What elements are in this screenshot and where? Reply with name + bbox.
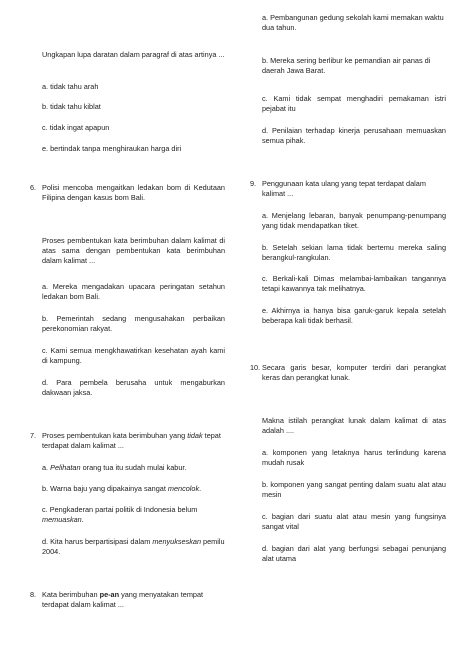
intro-option-e: e. bertindak tanpa menghiraukan harga diri [42, 144, 182, 153]
question-6-number: 6. [30, 183, 37, 192]
question-9-option-b: b. Setelah sekian lama tidak bertemu mereka saling berangkul-rangkulan. [262, 243, 446, 263]
question-10-number: 10. [250, 363, 261, 372]
question-10-text: Secara garis besar, komputer terdiri dari perangkat keras dan perangkat lunak. [262, 363, 446, 383]
question-9-option-c: c. Berkali-kali Dimas melambai-lambaikan tangannya tetapi kawannya tak melihatnya. [262, 274, 446, 294]
question-10-option-b: b. komponen yang sangat penting dalam suatu alat atau mesin [262, 480, 446, 500]
question-7-option-d-post: pemilu 2004. [42, 537, 225, 557]
question-7-option-c-emphasis: memuaskan [42, 515, 82, 525]
question-6-option-a: a. Mereka mengadakan upacara peringatan setahun ledakan bom Bali. [42, 282, 225, 302]
intro-question: Ungkapan lupa daratan dalam paragraf di atas artinya ... [42, 50, 225, 59]
question-7-text [42, 431, 225, 451]
question-7-option-d-emphasis: menyukseskan [152, 537, 201, 546]
question-8-text-post: yang menyatakan tempat terdapat dalam kalimat ... [42, 590, 204, 610]
question-7-option-c-post: . [81, 515, 84, 525]
question-8-text-pre: Kata berimbuhan [42, 590, 100, 599]
question-10-option-d: d. bagian dari alat yang berfungsi sebagai penunjang alat utama [262, 544, 446, 564]
question-7-option-b-pre: b. Warna baju yang dipakainya sangat [42, 484, 168, 493]
question-9-text: Penggunaan kata ulang yang tepat terdapat dalam kalimat ... [262, 179, 426, 199]
question-7-text-emphasis: tidak [187, 431, 203, 440]
question-9-option-a: a. Menjelang lebaran, banyak penumpang-penumpang yang tidak mendapatkan tiket. [262, 211, 446, 231]
question-10-option-a: a. komponen yang letaknya harus terlindung karena mudah rusak [262, 448, 446, 468]
top-option-c: c. Kami tidak sempat menghadiri pemakaman istri pejabat itu [262, 94, 446, 114]
question-7-option-b-post: . [199, 484, 202, 493]
question-7-option-b [30, 484, 225, 494]
question-7-option-a-emphasis: Pelihatan [50, 463, 81, 472]
top-option-a: a. Pembangunan gedung sekolah kami memakan waktu dua tahun. [262, 13, 444, 33]
question-6-option-b: b. Pemerintah sedang mengusahakan perbaikan perekonomian rakyat. [42, 314, 225, 334]
intro-option-b: b. tidak tahu kiblat [42, 102, 101, 111]
question-7-option-c [30, 505, 225, 525]
question-9-option-e: e. Akhirnya ia hanya bisa garuk-garuk kepala setelah beberapa kali tidak berhasil. [262, 306, 446, 326]
question-6-text: Polisi mencoba mengaitkan ledakan bom di Kedutaan Filipina dengan kasus bom Bali. [42, 183, 225, 203]
question-7-option-d-pre: d. Kita harus berpartisipasi dalam [42, 537, 153, 546]
question-8-text-strong: pe-an [99, 590, 120, 599]
question-10-option-c: c. bagian dari suatu alat atau mesin yang fungsinya sangat vital [262, 512, 446, 532]
question-9 [250, 179, 446, 199]
question-8-text [42, 590, 225, 610]
question-9-number: 9. [250, 179, 257, 188]
question-7-text-post: tepat terdapat dalam kalimat ... [42, 431, 221, 451]
question-8-number: 8. [30, 590, 37, 599]
question-7-option-b-emphasis: mencolok [167, 484, 200, 493]
question-6-option-c: c. Kami semua mengkhawatirkan kesehatan ayah kami di kampung. [42, 346, 225, 366]
top-option-b: b. Mereka sering berlibur ke pemandian air panas di daerah Jawa Barat. [262, 56, 431, 76]
question-7-text-pre: Proses pembentukan kata berimbuhan yang [42, 431, 188, 440]
question-7-option-d [30, 537, 225, 557]
top-option-d: d. Penilaian terhadap kinerja perusahaan memuaskan semua pihak. [262, 126, 446, 146]
question-10-prompt: Makna istilah perangkat lunak dalam kalimat di atas adalah .... [262, 416, 446, 436]
question-6 [30, 183, 225, 203]
question-7-option-a-pre: a. [42, 463, 51, 472]
question-7 [30, 431, 225, 451]
question-7-option-a-post: orang tua itu sudah mulai kabur. [80, 463, 187, 472]
question-6-prompt: Proses pembentukan kata berimbuhan dalam kalimat di atas sama dengan pembentukan kata berimbuhan dalam kalimat ... [42, 236, 225, 266]
intro-option-a: a. tidak tahu arah [42, 82, 99, 91]
intro-option-c: c. tidak ingat apapun [42, 123, 110, 132]
question-7-option-a [30, 463, 225, 473]
question-6-option-d: d. Para pembela berusaha untuk mengaburkan dakwaan jaksa. [42, 378, 225, 398]
question-8 [30, 590, 225, 610]
question-7-number: 7. [30, 431, 37, 440]
question-10 [250, 363, 446, 383]
question-7-option-c-pre: c. Pengkaderan partai politik di Indonesia belum [42, 505, 198, 514]
